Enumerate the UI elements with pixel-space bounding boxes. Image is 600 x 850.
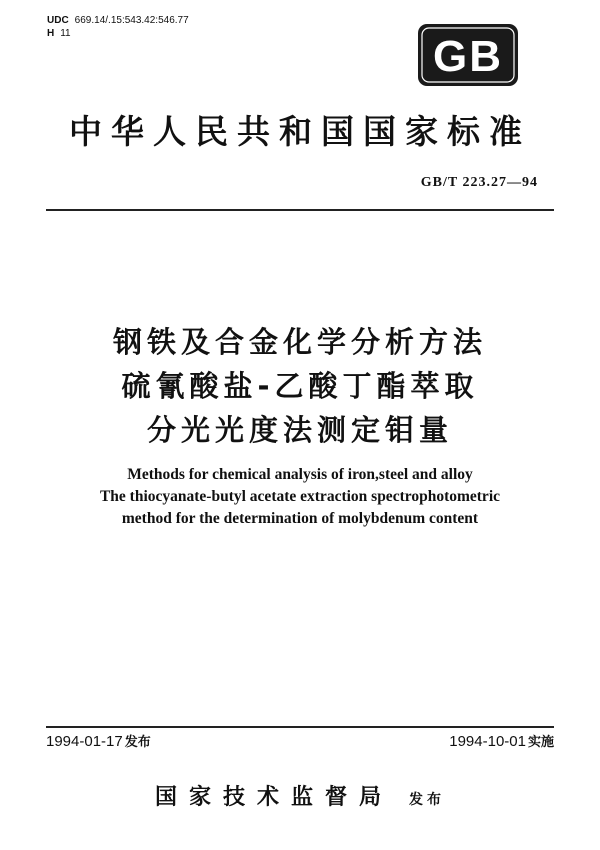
bottom-divider	[46, 726, 554, 728]
english-title-line: Methods for chemical analysis of iron,steel and alloy	[127, 466, 473, 483]
classification-block	[47, 14, 189, 40]
udc-line	[47, 14, 189, 27]
national-standard-title: 中华人民共和国国家标准	[69, 112, 531, 151]
issued-label: 发布	[409, 792, 445, 808]
issuer-block	[0, 780, 600, 811]
implement-date-block	[449, 731, 554, 750]
h-label: H	[47, 28, 55, 39]
english-title-line: method for the determination of molybdenum content	[121, 510, 479, 527]
top-divider	[46, 209, 554, 211]
chinese-title	[0, 320, 600, 452]
issuing-authority: 国家技术监督局	[154, 785, 393, 810]
udc-label: UDC	[47, 15, 69, 26]
gb-logo	[418, 24, 518, 86]
english-title	[0, 464, 600, 530]
issue-date: 1994-01-17	[46, 733, 123, 750]
chinese-title-line: 钢铁及合金化学分析方法	[112, 325, 487, 359]
issue-label: 发布	[124, 735, 151, 750]
standard-number: GB/T 223.27—94	[420, 175, 538, 190]
chinese-title-line: 硫氰酸盐-乙酸丁酯萃取	[121, 369, 479, 403]
udc-value: 669.14/.15:543.42:546.77	[74, 15, 189, 26]
implement-label: 实施	[527, 735, 554, 750]
issue-date-block	[46, 731, 151, 750]
english-title-line: The thiocyanate-butyl acetate extraction spectrophotometric	[99, 488, 501, 505]
chinese-title-line: 分光光度法测定钼量	[146, 413, 453, 447]
gb-logo-text: GB	[433, 32, 503, 81]
h-line	[47, 27, 189, 40]
implement-date: 1994-10-01	[449, 733, 526, 750]
h-value: 11	[60, 28, 71, 39]
